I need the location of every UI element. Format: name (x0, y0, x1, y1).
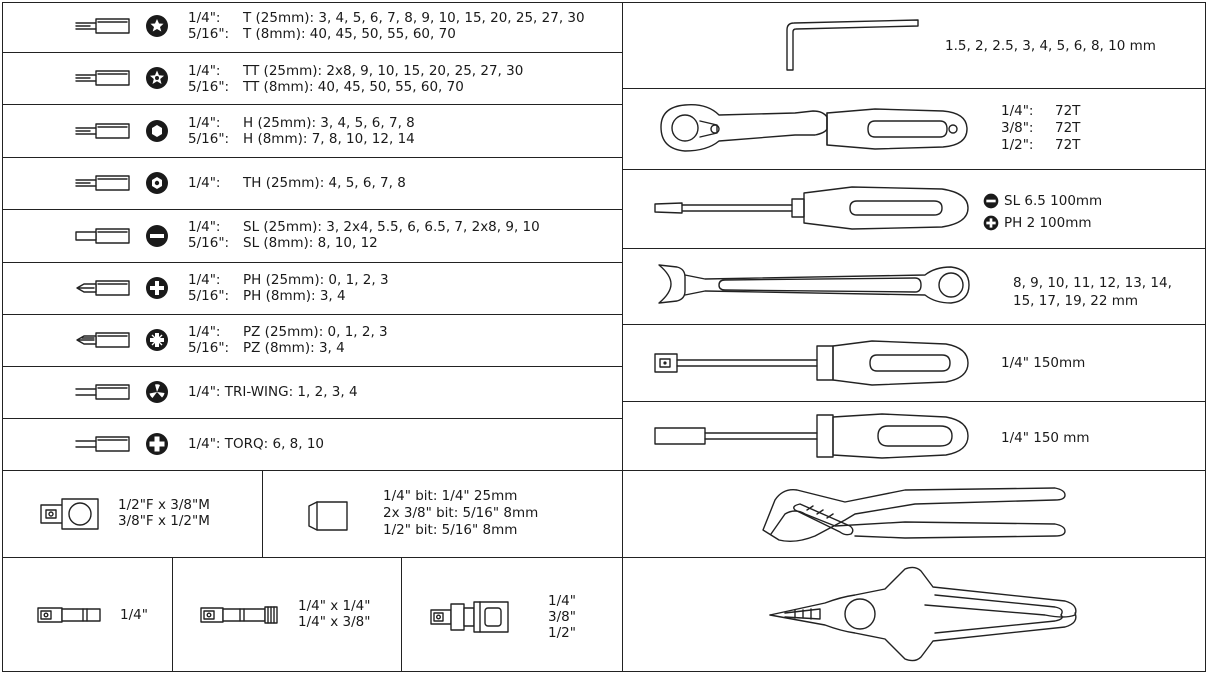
extension-size: 1/4" x 1/4" (298, 598, 371, 614)
bit-size-values: TT (8mm): 40, 45, 50, 55, 60, 70 (243, 79, 464, 95)
universal-joint-drawing (430, 600, 510, 634)
bit-size-label: 5/16": (188, 26, 230, 42)
hex-icon (145, 119, 169, 143)
adapter-size: 3/8"F x 1/2"M (118, 513, 210, 529)
bit-holder-size: 1/4" bit: 1/4" 25mm (383, 488, 518, 504)
bit-size-values: TT (25mm): 2x8, 9, 10, 15, 20, 25, 27, 30 (243, 63, 524, 79)
tri-wing-icon (145, 380, 169, 404)
ratchet-teeth: 72T (1055, 103, 1081, 119)
ratchet-size: 3/8": (1001, 120, 1034, 136)
bit-size-values: H (8mm): 7, 8, 10, 12, 14 (243, 131, 415, 147)
bit-size-values: TH (25mm): 4, 5, 6, 7, 8 (243, 175, 406, 191)
bit-size-values: H (25mm): 3, 4, 5, 6, 7, 8 (243, 115, 415, 131)
screwdriver-size: PH 2 100mm (1004, 215, 1092, 231)
bit-size-values: SL (8mm): 8, 10, 12 (243, 235, 378, 251)
divider (2, 314, 623, 315)
divider (2, 366, 623, 367)
divider (2, 52, 623, 53)
wrench-drawing (655, 257, 975, 311)
ratchet-drawing (655, 99, 975, 159)
divider (262, 470, 263, 557)
hex-key-sizes: 1.5, 2, 2.5, 3, 4, 5, 6, 8, 10 mm (945, 38, 1156, 54)
divider (2, 262, 623, 263)
ratchet-teeth: 72T (1055, 120, 1081, 136)
divider (622, 401, 1206, 402)
bit-drawing (76, 279, 130, 297)
bit-drawing (76, 383, 130, 401)
ratchet-size: 1/2": (1001, 137, 1034, 153)
bit-size-label: 5/16": (188, 340, 230, 356)
divider (622, 2, 623, 672)
socket-adapter-drawing (40, 497, 100, 531)
bit-size-label: 1/4": (188, 272, 221, 288)
bit-drawing (76, 435, 130, 453)
bit-holder-size: 1/2" bit: 5/16" 8mm (383, 522, 518, 538)
wrench-sizes: 8, 9, 10, 11, 12, 13, 14, (1013, 275, 1172, 291)
extension-bar-drawing (37, 605, 103, 625)
divider (2, 209, 623, 210)
pump-pliers-drawing (755, 480, 1075, 548)
divider (622, 324, 1206, 325)
bit-size-label: 1/4": (188, 63, 221, 79)
phillips-icon (983, 215, 999, 231)
bit-drawing (76, 174, 130, 192)
bit-drawing (76, 69, 130, 87)
bit-holder-drawing (307, 498, 349, 534)
bit-drawing (76, 227, 130, 245)
hex-key-drawing (784, 18, 920, 74)
phillips-icon (145, 276, 169, 300)
joint-size: 1/4" (548, 593, 576, 609)
screwdriver-size: SL 6.5 100mm (1004, 193, 1103, 209)
adapter-size: 1/2"F x 3/8"M (118, 497, 210, 513)
joint-size: 3/8" (548, 609, 576, 625)
bit-size-label: 1/4": (188, 175, 221, 191)
divider (622, 169, 1206, 170)
bit-size-values: SL (25mm): 3, 2x4, 5.5, 6, 6.5, 7, 2x8, 9, 10 (243, 219, 540, 235)
divider (622, 248, 1206, 249)
bit-holder-size: 2x 3/8" bit: 5/16" 8mm (383, 505, 539, 521)
ratchet-teeth: 72T (1055, 137, 1081, 153)
bit-size-values: PZ (8mm): 3, 4 (243, 340, 345, 356)
torq-icon (145, 432, 169, 456)
pozidriv-icon (145, 328, 169, 352)
bit-size-label: 1/4": (188, 219, 221, 235)
bit-size-label: 5/16": (188, 79, 230, 95)
bit-size-values: 1/4": TRI-WING: 1, 2, 3, 4 (188, 384, 358, 400)
divider (622, 470, 1206, 471)
torx-tamper-icon (145, 66, 169, 90)
bit-size-label: 5/16": (188, 131, 230, 147)
screwdriver-drawing (652, 183, 972, 233)
slotted-icon (983, 193, 999, 209)
bit-size-label: 1/4": (188, 324, 221, 340)
bit-size-values: 1/4": TORQ: 6, 8, 10 (188, 436, 325, 452)
extension-adapter-drawing (200, 605, 280, 625)
bit-size-label: 1/4": (188, 10, 221, 26)
divider (2, 157, 623, 158)
bit-drawing (76, 17, 130, 35)
bit-size-values: T (8mm): 40, 45, 50, 55, 60, 70 (243, 26, 456, 42)
joint-size: 1/2" (548, 625, 576, 641)
divider (172, 557, 173, 672)
bit-driver-drawing (652, 338, 972, 388)
bit-size-values: PZ (25mm): 0, 1, 2, 3 (243, 324, 388, 340)
bit-size-values: T (25mm): 3, 4, 5, 6, 7, 8, 9, 10, 15, 20, 25, 27, 30 (243, 10, 585, 26)
divider (401, 557, 402, 672)
bit-size-values: PH (25mm): 0, 1, 2, 3 (243, 272, 389, 288)
hex-tamper-icon (145, 171, 169, 195)
divider (622, 557, 1206, 558)
bit-size-label: 1/4": (188, 115, 221, 131)
torx-icon (145, 14, 169, 38)
extension-size: 1/4" x 3/8" (298, 614, 371, 630)
bit-size-label: 5/16": (188, 288, 230, 304)
bit-drawing (76, 331, 130, 349)
divider (2, 470, 623, 471)
bit-driver-size: 1/4" 150mm (1001, 355, 1086, 371)
extension-size: 1/4" (120, 607, 148, 623)
bit-drawing (76, 122, 130, 140)
wrench-sizes: 15, 17, 19, 22 mm (1013, 293, 1139, 309)
combination-pliers-drawing (765, 565, 1085, 665)
divider (622, 88, 1206, 89)
divider (2, 104, 623, 105)
bit-size-label: 5/16": (188, 235, 230, 251)
slotted-icon (145, 224, 169, 248)
divider (2, 557, 623, 558)
bit-size-values: PH (8mm): 3, 4 (243, 288, 346, 304)
ratchet-size: 1/4": (1001, 103, 1034, 119)
nut-driver-drawing (652, 411, 972, 461)
nut-driver-size: 1/4" 150 mm (1001, 430, 1090, 446)
divider (2, 418, 623, 419)
